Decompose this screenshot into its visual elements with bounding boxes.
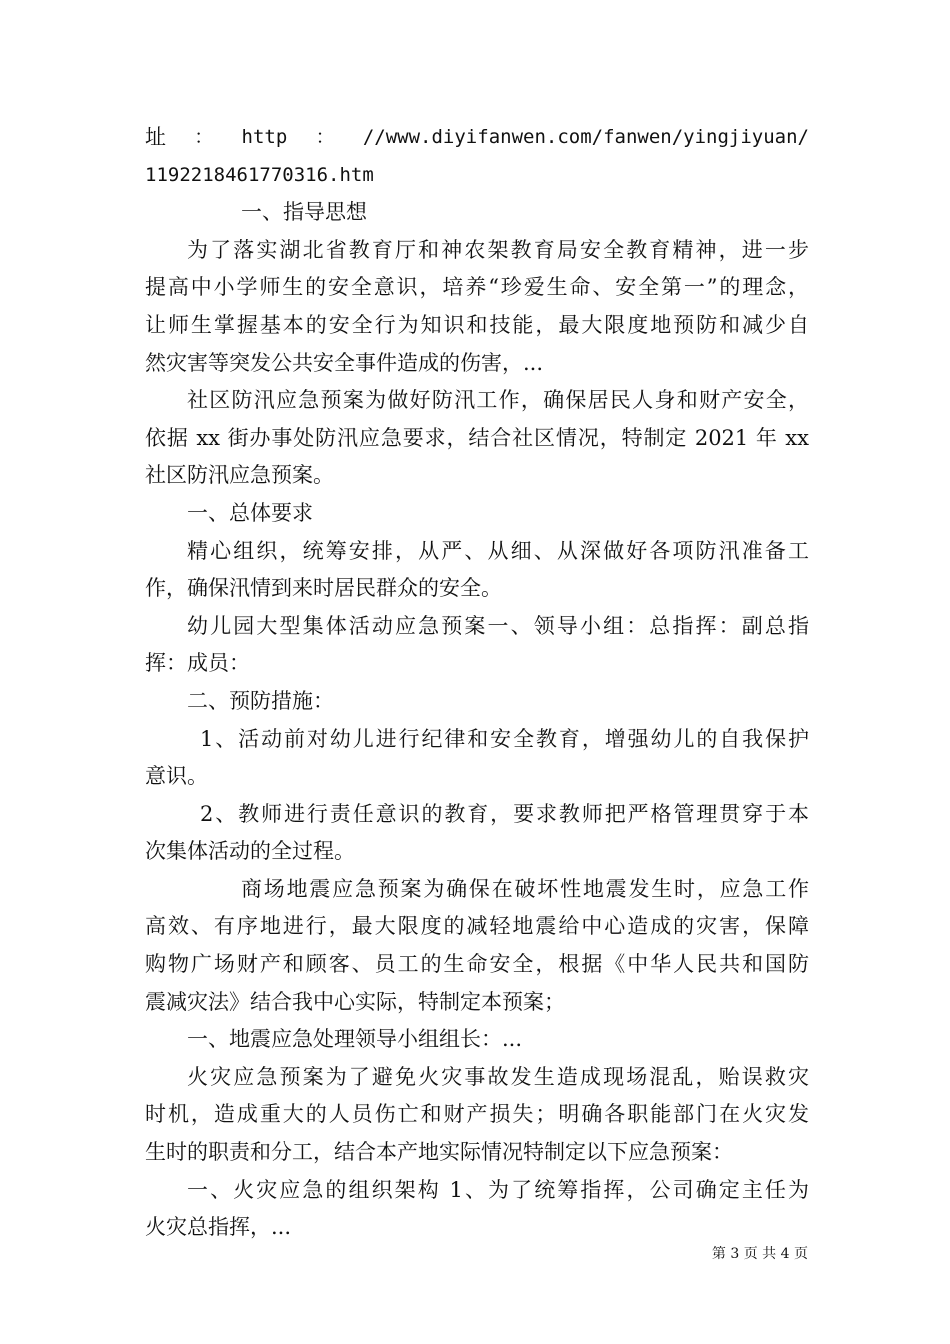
paragraph-line: 提高中小学师生的安全意识，培养“珍爱生命、安全第一”的理念， [145,275,809,300]
url-label: 址 [145,125,166,149]
paragraph-line: 意识。 [145,764,208,789]
list-item: 2、教师进行责任意识的教育，要求教师把严格管理贯穿于本 [200,801,809,826]
paragraph-line: 为了落实湖北省教育厅和神农架教育局安全教育精神，进一步 [187,237,809,262]
paragraph-line: 社区防汛应急预案为做好防汛工作，确保居民人身和财产安全， [187,388,809,413]
url-colon: ： [194,126,214,148]
source-url-line [145,119,809,157]
url-continuation: 1192218461770316.htm [145,163,374,186]
paragraph-line: 精心组织，统筹安排，从严、从细、从深做好各项防汛准备工 [187,538,809,563]
section-heading: 一、地震应急处理领导小组组长：... [187,1027,523,1052]
paragraph-line: 依据 xx 街办事处防汛应急要求，结合社区情况，特制定 2021 年 xx [145,425,809,450]
paragraph-line: 火灾应急预案为了避免火灾事故发生造成现场混乱，贻误救灾 [187,1064,809,1089]
document-body [145,119,809,1247]
paragraph-line: 火灾总指挥，... [145,1215,292,1240]
paragraph-line: 幼儿园大型集体活动应急预案一、领导小组：总指挥：副总指 [187,613,809,638]
section-heading: 一、指导思想 [241,200,367,225]
url-colon: ： [315,126,335,148]
paragraph-line: 一、火灾应急的组织架构 1、为了统筹指挥，公司确定主任为 [187,1177,809,1202]
paragraph-line: 高效、有序地进行，最大限度的减轻地震给中心造成的灾害，保障 [145,914,809,939]
paragraph-line: 次集体活动的全过程。 [145,839,355,864]
url-path: //www.diyifanwen.com/fanwen/yingjiyuan/ [362,126,809,148]
paragraph-line: 作，确保汛情到来时居民群众的安全。 [145,576,502,601]
paragraph-line: 购物广场财产和顾客、员工的生命安全，根据《中华人民共和国防 [145,952,809,977]
paragraph-line: 挥：成员： [145,651,250,676]
paragraph-line: 让师生掌握基本的安全行为知识和技能，最大限度地预防和减少自 [145,312,809,337]
paragraph-line: 震减灾法》结合我中心实际，特制定本预案； [145,989,565,1014]
url-protocol: http [241,126,288,148]
section-heading: 一、总体要求 [187,500,313,525]
paragraph-line: 时机，造成重大的人员伤亡和财产损失；明确各职能部门在火灾发 [145,1102,809,1127]
list-item: 1、活动前对幼儿进行纪律和安全教育，增强幼儿的自我保护 [200,726,809,751]
paragraph-line: 商场地震应急预案为确保在破坏性地震发生时，应急工作 [241,876,809,901]
paragraph-line: 然灾害等突发公共安全事件造成的伤害，... [145,350,544,375]
page-number: 第 3 页 共 4 页 [711,1246,808,1262]
paragraph-line: 社区防汛应急预案。 [145,463,334,488]
section-heading: 二、预防措施： [187,688,334,713]
paragraph-line: 生时的职责和分工，结合本产地实际情况特制定以下应急预案： [145,1140,733,1165]
